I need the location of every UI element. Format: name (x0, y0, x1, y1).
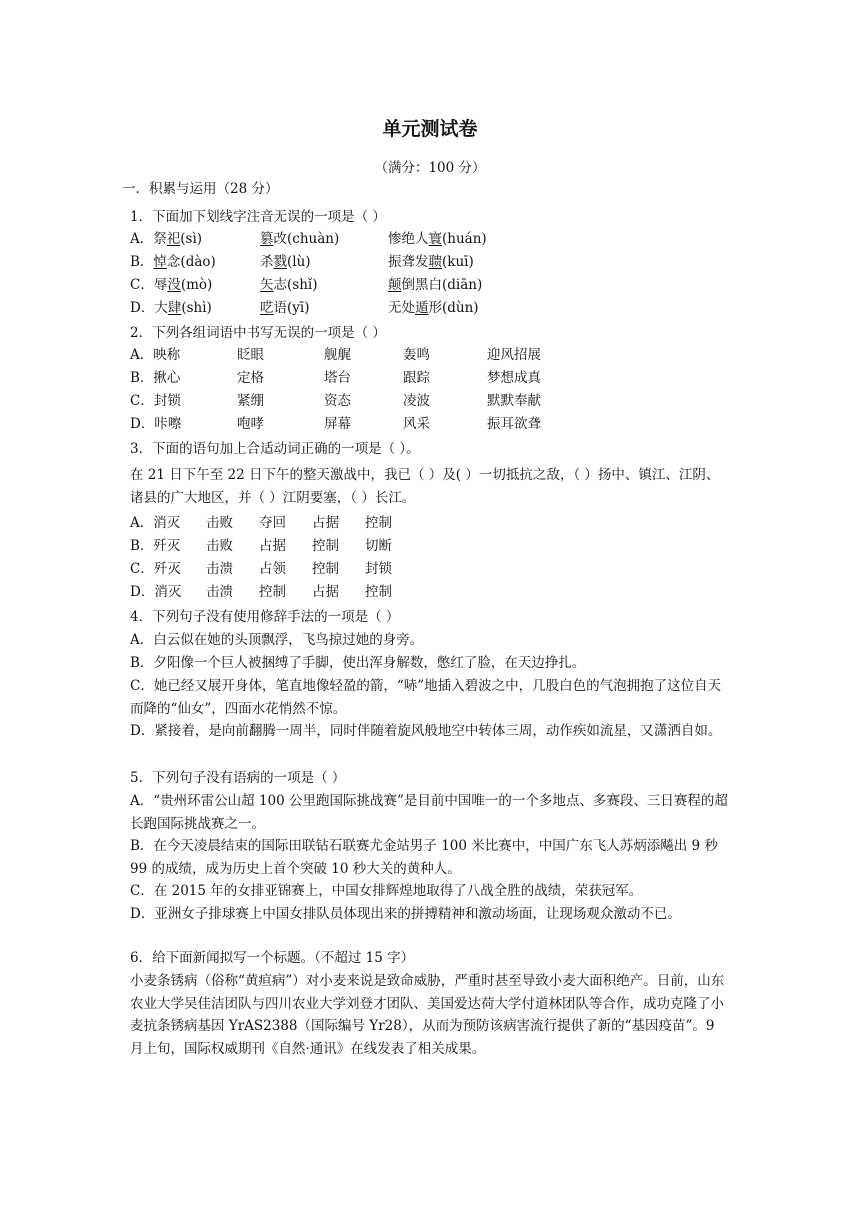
question-3-option-word: C．歼灭 (130, 561, 181, 577)
question-3-option-word: 击败 (206, 515, 233, 531)
question-2-option-word: 定格 (237, 370, 264, 386)
question-2-option-word: 眨眼 (237, 347, 264, 363)
option-text: 倒黑白(diān) (401, 277, 483, 293)
question-6-passage: 小麦条锈病（俗称“黄疸病”）对小麦来说是致命威胁，严重时甚至导致小麦大面积绝产。日前，山东农业大学吴佳洁团队与四川农业大学刘登才团队、美国爱达荷大学付道林团队等合作，成功克隆了小麦抗条锈病基因 YrAS2388（国际编号 Yr28），从而为预防该病害流行提供了新的“基因疫苗”。9 月上旬，国际权威期刊《自然·通讯》在线发表了相关成果。 (130, 973, 725, 1057)
question-6-stem: 6．给下面新闻拟写一个标题。（不超过 15 字） (130, 950, 415, 966)
question-2-option-word: 轰鸣 (403, 347, 430, 363)
option-text: 语(yī) (273, 300, 310, 316)
section-heading: 一．积累与运用（28 分） (122, 181, 279, 197)
question-3-option-word: 击溃 (206, 584, 233, 600)
question-3-option-word: 占领 (259, 561, 286, 577)
question-1-option-cell (260, 230, 339, 248)
question-3-option-word: B．歼灭 (130, 538, 181, 554)
question-3-stem: 3．下面的语句加上合适动词正确的一项是（ ）。 (130, 441, 420, 457)
underlined-character: 矢 (260, 277, 274, 293)
question-2-option-word: 塔台 (324, 370, 351, 386)
question-2-option-word: C．封锁 (130, 393, 181, 409)
question-2-option-word: D．咔嚓 (130, 416, 182, 432)
question-3-option-word: D．消灭 (130, 584, 182, 600)
option-text: (lù) (287, 254, 311, 270)
score-note: （满分：100 分） (374, 160, 486, 176)
underlined-character: 篡 (260, 231, 274, 247)
option-text: 形(dùn) (428, 300, 479, 316)
question-1-option-cell (388, 299, 479, 317)
question-3-option-word: 切断 (365, 538, 392, 554)
question-1-option-cell (388, 230, 487, 248)
underlined-character: 遁 (415, 300, 429, 316)
question-3-option-word: 夺回 (259, 515, 286, 531)
question-1-stem: 1．下面加下划线字注音无误的一项是（ ） (130, 209, 386, 225)
option-text: 杀 (260, 254, 274, 270)
question-3-option-word: 占据 (259, 538, 286, 554)
question-3-option-word: 占据 (312, 584, 339, 600)
question-1-option-cell (130, 299, 212, 317)
underlined-character: 没 (167, 277, 181, 293)
question-2-option-word: 资态 (324, 393, 351, 409)
question-3-option-word: 击溃 (206, 561, 233, 577)
question-1-option-cell (388, 276, 482, 294)
underlined-character: 祀 (166, 231, 181, 247)
question-3-option-word: 占据 (312, 515, 339, 531)
underlined-character: 寰 (428, 231, 442, 247)
question-3-option-word: 控制 (312, 538, 339, 554)
question-3-option-word: A．消灭 (130, 515, 181, 531)
option-text: 念(dào) (166, 254, 216, 270)
option-text: D．大 (130, 300, 168, 316)
option-text: (mò) (180, 277, 213, 293)
option-text: 振聋发 (388, 254, 429, 270)
question-2-option-word: 凌波 (403, 393, 430, 409)
question-5-option-a: A．“贵州环雷公山超 100 公里跑国际挑战赛”是目前中国唯一的一个多地点、多赛段、三日赛程的超长跑国际挑战赛之一。 (130, 793, 728, 832)
option-text: 惨绝人 (388, 231, 429, 247)
page-title: 单元测试卷 (382, 118, 478, 140)
question-2-option-word: 咆哮 (237, 416, 264, 432)
question-5-option-c: C．在 2015 年的女排亚锦赛上，中国女排辉煌地取得了八战全胜的战绩，荣获冠军。 (130, 883, 643, 899)
underlined-character: 悼 (153, 254, 167, 270)
option-text: A．祭 (130, 231, 167, 247)
question-2-option-word: 迎风招展 (487, 347, 541, 363)
question-2-option-word: 屏幕 (324, 416, 351, 432)
question-2-option-word: 振耳欲聋 (487, 416, 541, 432)
option-text: (huán) (442, 231, 487, 247)
option-text: B． (130, 254, 154, 270)
question-1-option-cell (130, 230, 202, 248)
question-4-option-a: A．白云似在她的头顶飘浮，飞鸟掠过她的身旁。 (130, 632, 424, 648)
question-2-option-word: 梦想成真 (487, 370, 541, 386)
question-3-option-word: 控制 (365, 584, 392, 600)
option-text: (sì) (180, 231, 203, 247)
question-3-option-word: 击败 (206, 538, 233, 554)
underlined-character: 颠 (388, 277, 402, 293)
question-3-option-word: 封锁 (365, 561, 392, 577)
question-3-passage: 在 21 日下午至 22 日下午的整天激战中，我已（ ）及( ）一切抵抗之敌，（ ）扬中、镇江、江阴、诸县的广大地区，并（ ）江阴要塞，（ ）长江。 (130, 467, 720, 506)
option-text: 改(chuàn) (273, 231, 340, 247)
question-2-option-word: 默默奉献 (487, 393, 541, 409)
question-1-option-cell (130, 253, 216, 271)
question-1-option-cell (260, 299, 309, 317)
question-2-option-word: 舰艉 (324, 347, 351, 363)
option-text: 志(shǐ) (273, 277, 318, 293)
underlined-character: 呓 (260, 300, 274, 316)
underlined-character: 戮 (273, 254, 287, 270)
question-1-option-cell (130, 276, 212, 294)
question-3-option-word: 控制 (365, 515, 392, 531)
question-2-option-word: A．映称 (130, 347, 181, 363)
question-4-option-c: C．她已经又展开身体，笔直地像轻盈的箭，“哧”地插入碧波之中，几股白色的气泡拥抱了这位自天而降的“仙女”，四面水花悄然不惊。 (130, 678, 722, 717)
option-text: 无处 (388, 300, 415, 316)
question-2-option-word: 紧绷 (237, 393, 264, 409)
question-5-stem: 5．下列句子没有语病的一项是（ ） (130, 770, 346, 786)
question-2-stem: 2．下列各组词语中书写无误的一项是（ ） (130, 325, 386, 341)
underlined-character: 聩 (428, 254, 442, 270)
question-4-option-d: D．紧接着，是向前翻腾一周半，同时伴随着旋风般地空中转体三周，动作疾如流星，又潇洒自如。 (130, 723, 722, 739)
option-text: (shì) (181, 300, 212, 316)
question-4-option-b: B．夕阳像一个巨人被捆缚了手脚，使出浑身解数，憋红了脸，在天边挣扎。 (130, 655, 586, 671)
option-text: C．辱 (130, 277, 168, 293)
option-text: (kuī) (442, 254, 474, 270)
question-1-option-cell (388, 253, 474, 271)
question-2-option-word: B．揪心 (130, 370, 181, 386)
question-3-option-word: 控制 (312, 561, 339, 577)
question-2-option-word: 风采 (403, 416, 430, 432)
question-1-option-cell (260, 253, 311, 271)
underlined-character: 肆 (167, 300, 182, 316)
question-1-option-cell (260, 276, 317, 294)
question-5-option-d: D．亚洲女子排球赛上中国女排队员体现出来的拼搏精神和激动场面，让现场观众激动不已。 (130, 906, 681, 922)
question-3-option-word: 控制 (259, 584, 286, 600)
question-5-option-b: B．在今天凌晨结束的国际田联钻石联赛尤金站男子 100 米比赛中，中国广东飞人苏炳添飚出 9 秒 99 的成绩，成为历史上首个突破 10 秒大关的黄种人。 (130, 838, 718, 877)
question-2-option-word: 跟踪 (403, 370, 430, 386)
question-4-stem: 4．下列句子没有使用修辞手法的一项是（ ） (130, 609, 400, 625)
